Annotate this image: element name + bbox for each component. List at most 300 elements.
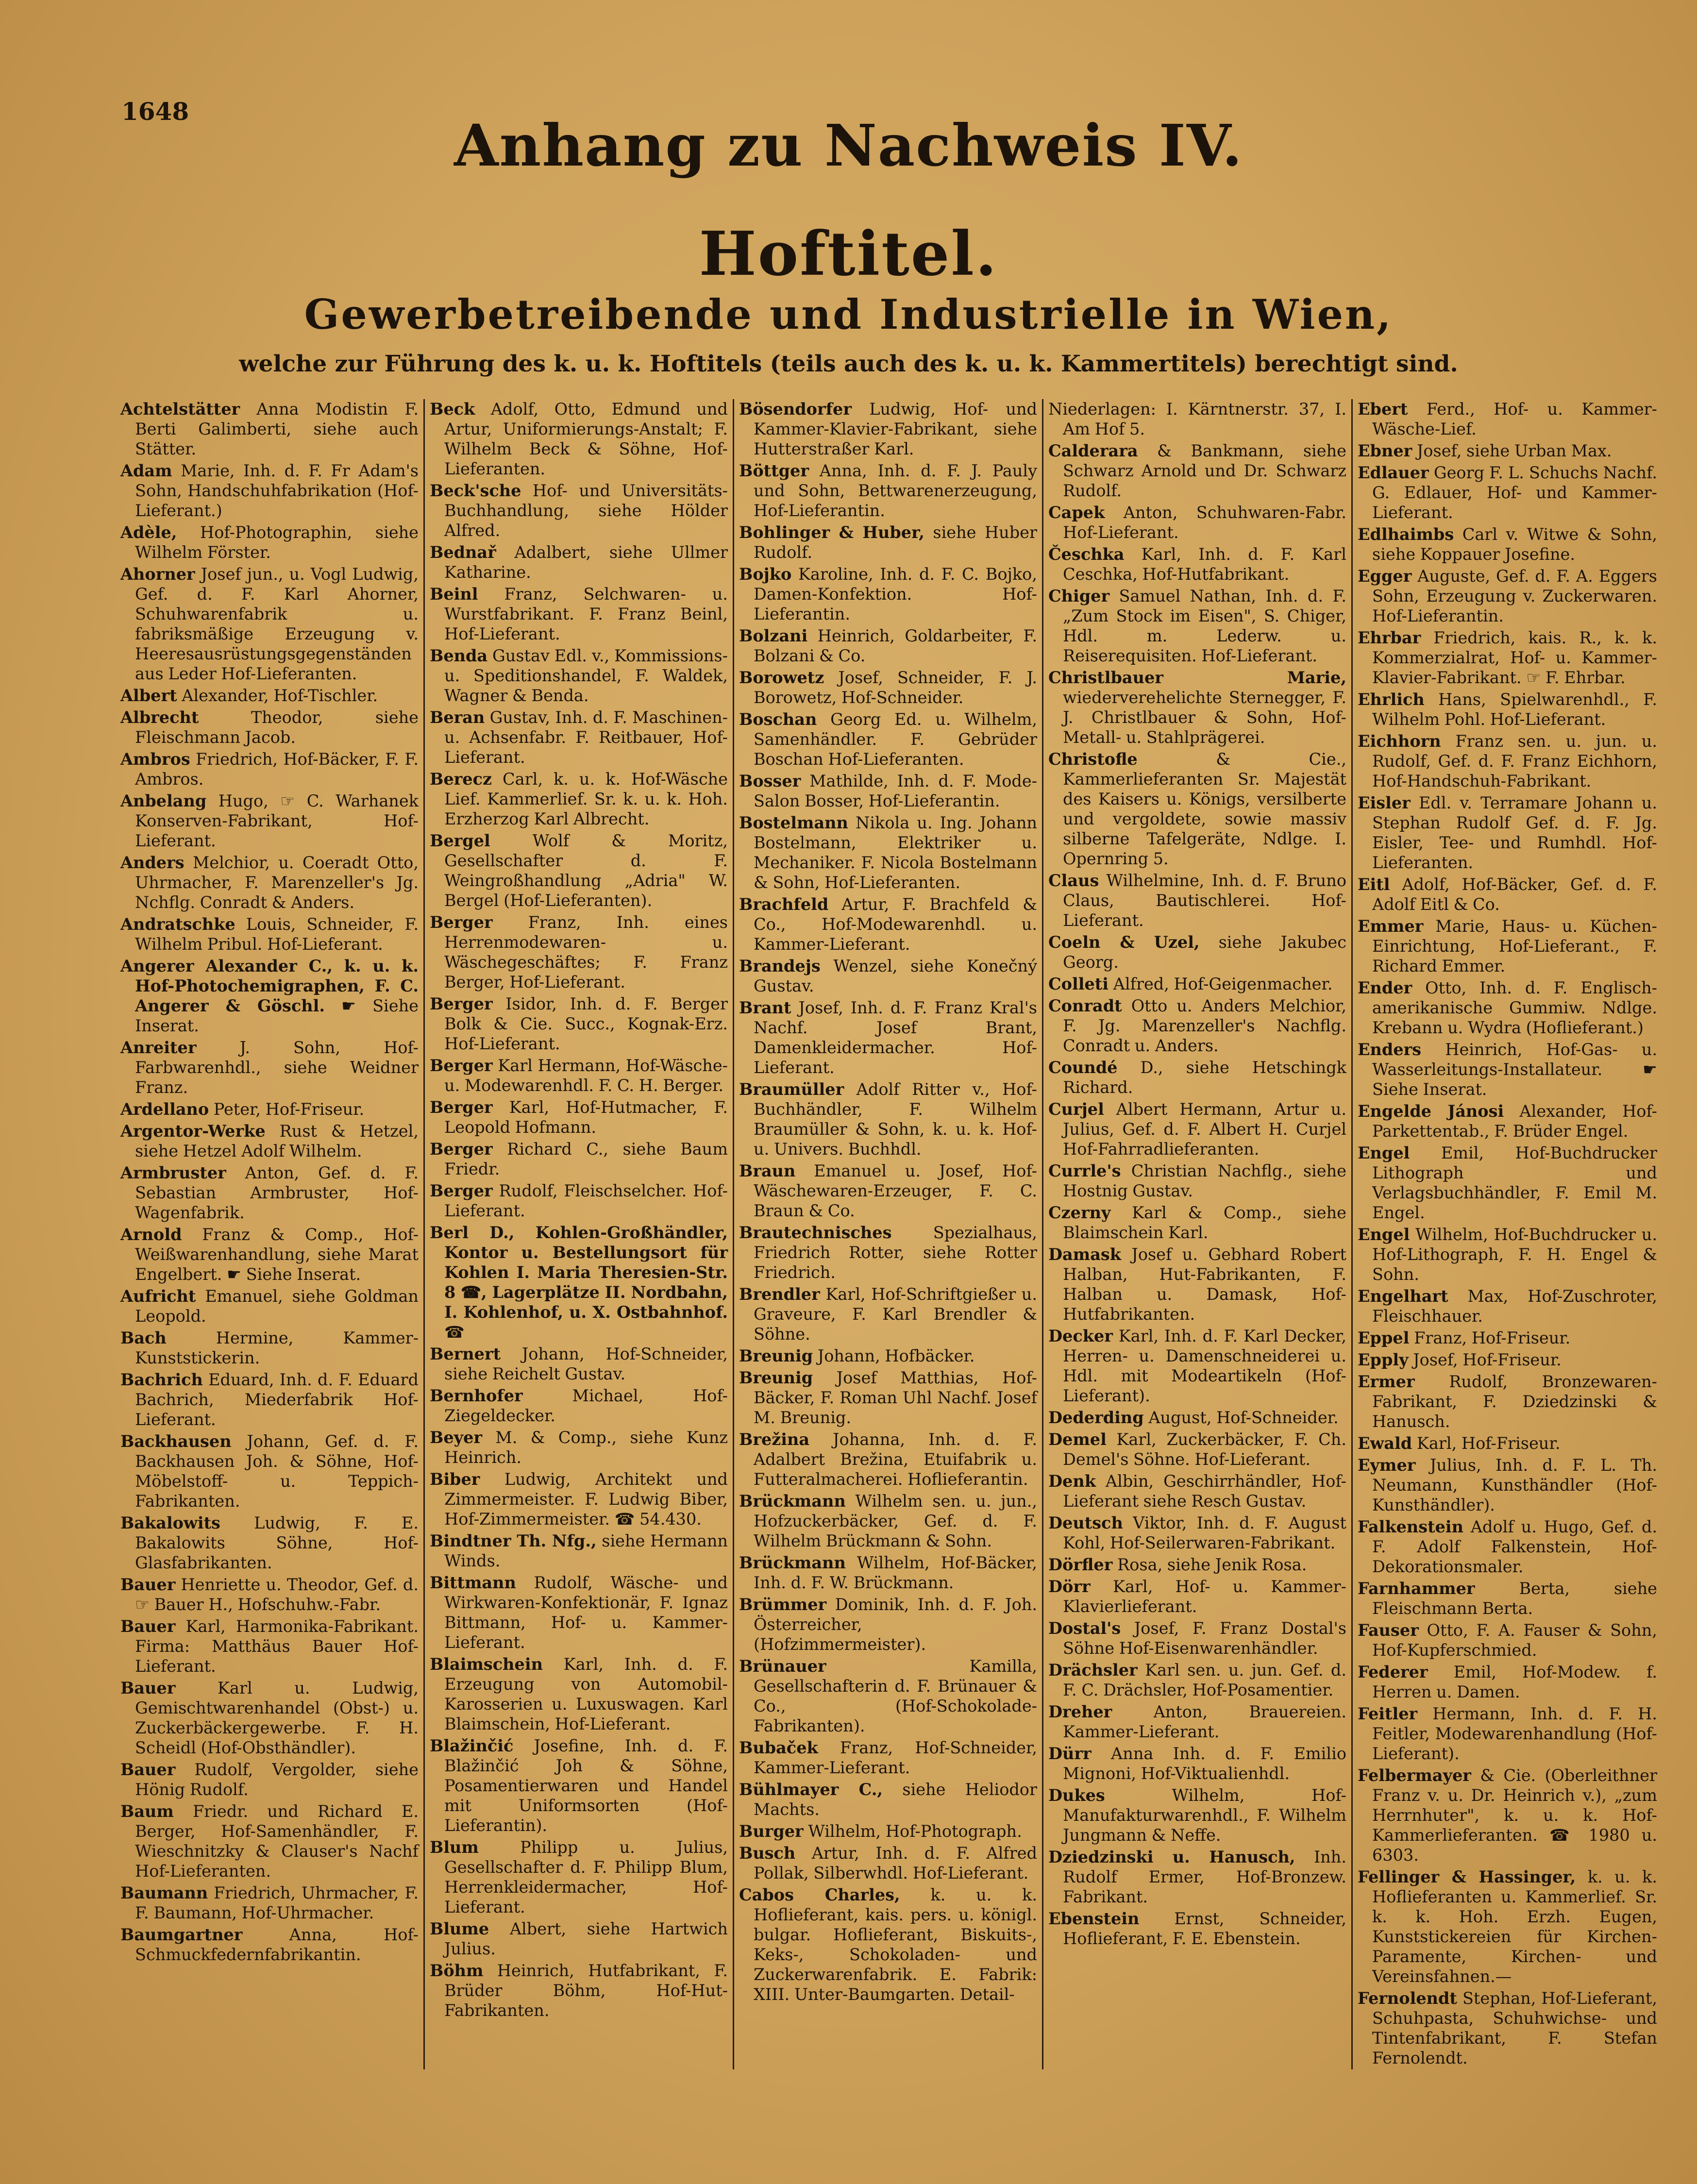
column-2	[425, 399, 734, 2069]
entry-text: Anton, Schuhwaren-Fabr. Hof-Lieferant.	[1063, 503, 1346, 542]
directory-entry	[1048, 974, 1346, 994]
directory-entry	[1048, 749, 1346, 869]
column-4	[1043, 399, 1353, 2069]
entry-name: Bakalowits	[120, 1513, 220, 1532]
entry-text: M. & Comp., siehe Kunz Heinrich.	[444, 1428, 728, 1467]
entry-name: Berger	[430, 913, 493, 932]
directory-entry	[1048, 1513, 1346, 1553]
directory-entry	[1358, 916, 1657, 976]
entry-text: Franz, Hof-Schneider, Kammer-Lieferant.	[754, 1738, 1037, 1777]
directory-entry	[1358, 1040, 1657, 1099]
entry-text: Wilhelm, Hof-Buchdrucker u. Hof-Lithograph, F. H. Engel & Sohn.	[1372, 1225, 1657, 1284]
entry-text: Rudolf, Vergolder, siehe Hönig Rudolf.	[135, 1760, 419, 1799]
entry-text: Ludwig, F. E. Bakalowits Söhne, Hof-Glasfabrikanten.	[135, 1513, 419, 1572]
entry-text: Josef jun., u. Vogl Ludwig, Gef. d. F. Karl Ahorner, Schuhwarenfabrik u. fabriksmäßige Erzeugung v. Heeresausrüstungsgegenständen aus Leder Hof-Lieferanten.	[135, 565, 419, 683]
entry-text: Karl, Hof- u. Kammer-Klavierlieferant.	[1063, 1577, 1346, 1616]
directory-entry	[1358, 874, 1657, 914]
entry-text: Viktor, Inh. d. F. August Kohl, Hof-Seilerwaren-Fabrikant.	[1063, 1513, 1346, 1552]
directory-entry	[120, 1883, 419, 1923]
entry-text: Rust & Hetzel, siehe Hetzel Adolf Wilhelm.	[135, 1122, 419, 1160]
entry-name: Dörr	[1048, 1577, 1091, 1596]
entry-name: Blum	[430, 1838, 479, 1857]
entry-name: Dukes	[1048, 1786, 1105, 1805]
directory-entry	[1048, 1618, 1346, 1658]
entry-name: Epply	[1358, 1350, 1409, 1369]
directory-entry	[1358, 566, 1657, 626]
entry-name: Claus	[1048, 871, 1099, 890]
entry-text: Wilhelmine, Inh. d. F. Bruno Claus, Bautischlerei. Hof-Lieferant.	[1063, 871, 1346, 930]
directory-entry	[430, 1056, 728, 1095]
entry-text: Josef Matthias, Hof-Bäcker, F. Roman Uhl Nachf. Josef M. Breunig.	[754, 1368, 1037, 1427]
entry-name: Federer	[1358, 1663, 1428, 1681]
directory-entry	[1358, 731, 1657, 791]
directory-entry	[1048, 1555, 1346, 1575]
entry-text: Adolf, Otto, Edmund und Artur, Uniformierungs-Anstalt; F. Wilhelm Beck & Söhne, Hof-Lieferanten.	[444, 400, 728, 478]
directory-entry	[120, 1513, 419, 1573]
directory-entry	[739, 1079, 1037, 1159]
entry-text: Rudolf, Bronzewaren-Fabrikant, F. Dziedzinski & Hanusch.	[1372, 1372, 1657, 1431]
directory-entry	[430, 399, 728, 479]
entry-name: Andratschke	[120, 915, 235, 934]
entry-name: Biber	[430, 1470, 480, 1489]
entry-text: Emil, Hof-Modew. f. Herren u. Damen.	[1372, 1663, 1657, 1701]
entry-name: Blume	[430, 1919, 489, 1938]
directory-entry	[430, 1654, 728, 1734]
directory-entry	[430, 481, 728, 540]
entry-text: Henriette u. Theodor, Gef. d. ☞ Bauer H., Hofschuhw.-Fabr.	[135, 1575, 419, 1614]
entry-text: Karl sen. u. jun. Gef. d. F. C. Drächsler, Hof-Posamentier.	[1063, 1661, 1347, 1699]
entry-text: Ludwig, Hof- und Kammer-Klavier-Fabrikant, siehe Hutterstraßer Karl.	[754, 400, 1037, 458]
directory-entry	[1358, 1433, 1657, 1453]
entry-name: Benda	[430, 646, 488, 665]
directory-entry	[739, 1368, 1037, 1428]
entry-name: Ambros	[120, 750, 190, 769]
entry-text: Hans, Spielwarenhdl., F. Wilhelm Pohl. Hof-Lieferant.	[1372, 690, 1657, 729]
directory-entry	[739, 1885, 1037, 2004]
directory-entry	[739, 1821, 1037, 1841]
entry-text: Karoline, Inh. d. F. C. Bojko, Damen-Konfektion. Hof-Lieferantin.	[754, 565, 1037, 623]
entry-name: Brachfeld	[739, 895, 829, 914]
directory-entry	[1048, 441, 1346, 501]
entry-text: Otto u. Anders Melchior, F. Jg. Marenzeller's Nachflg. Conradt u. Anders.	[1063, 996, 1346, 1055]
entry-name: Eisler	[1358, 793, 1411, 812]
entry-name: Bernhofer	[430, 1386, 523, 1405]
entry-text: Rosa, siehe Jenik Rosa.	[1117, 1555, 1307, 1574]
directory-entry	[1358, 1704, 1657, 1764]
entry-name: Czerny	[1048, 1203, 1111, 1222]
directory-entry	[1358, 628, 1657, 688]
entry-text: Michael, Hof-Ziegeldecker.	[444, 1386, 728, 1425]
section-title: Hoftitel.	[699, 218, 998, 289]
directory-entry	[1048, 1161, 1346, 1201]
directory-entry	[739, 998, 1037, 1077]
directory-entry	[1358, 1350, 1657, 1370]
directory-entry	[1048, 1577, 1346, 1616]
directory-entry	[1048, 1408, 1346, 1428]
entry-name: Curjel	[1048, 1100, 1104, 1119]
entry-name: Bösendorfer	[739, 400, 852, 419]
directory-entry	[430, 994, 728, 1054]
entry-name: Eppel	[1358, 1328, 1410, 1347]
entry-text: Wolf & Moritz, Gesellschafter d. F. Weingroßhandlung „Adria" W. Bergel (Hof-Lieferanten).	[444, 831, 728, 910]
entry-text: Rudolf, Wäsche- und Wirkwaren-Konfektionär, F. Ignaz Bittmann, Hof- u. Kammer-Lieferant.	[444, 1573, 728, 1652]
entry-name: Brümmer	[739, 1595, 827, 1614]
entry-name: Beran	[430, 708, 485, 727]
entry-text: Karl, Hof-Hutmacher, F. Leopold Hofmann.	[444, 1098, 728, 1137]
directory-entry	[430, 1531, 728, 1571]
directory-entry	[120, 522, 419, 562]
directory-columns	[116, 399, 1662, 2069]
directory-entry	[1048, 399, 1346, 439]
entry-text: Josef, Inh. d. F. Franz Kral's Nachf. Josef Brant, Damenkleidermacher. Hof-Lieferant.	[754, 998, 1037, 1077]
entry-name: Angerer Alexander C., k. u. k. Hof-Photochemigraphen, F. C. Angerer & Göschl.	[120, 957, 419, 1015]
entry-text: Friedrich, Hof-Bäcker, F. F. Ambros.	[135, 750, 419, 789]
directory-entry	[430, 1961, 728, 2020]
entry-name: Currle's	[1048, 1161, 1121, 1180]
directory-entry	[739, 894, 1037, 954]
subheading: welche zur Führung des k. u. k. Hoftitels (teils auch des k. u. k. Kammertitels) berechtigt sind.	[239, 351, 1458, 377]
entry-text: Georg Ed. u. Wilhelm, Samenhändler. F. Gebrüder Boschan Hof-Lieferanten.	[754, 710, 1037, 769]
entry-text: Artur, F. Brachfeld & Co., Hof-Modewarenhdl. u. Kammer-Lieferant.	[754, 895, 1037, 954]
directory-entry	[120, 1616, 419, 1676]
entry-name: Brant	[739, 998, 791, 1017]
entry-name: Coundé	[1048, 1058, 1118, 1077]
directory-entry	[1358, 793, 1657, 873]
entry-name: Capek	[1048, 503, 1105, 522]
entry-text: Niederlagen: I. Kärntnerstr. 37, I. Am Hof 5.	[1048, 400, 1346, 438]
entry-name: Decker	[1048, 1327, 1113, 1345]
entry-name: Berl D., Kohlen-Großhändler, Kontor u. Bestellungsort für Kohlen I. Maria Theresien-Str. 8 ☎, Lagerplätze II. Nordbahn, I. Kohlenhof, u. X. Ostbahnhof.	[430, 1223, 728, 1322]
directory-entry	[1048, 1744, 1346, 1783]
entry-name: Bolzani	[739, 626, 808, 645]
entry-name: Colleti	[1048, 974, 1109, 993]
entry-text: & Cie., Kammerlieferanten Sr. Majestät des Kaisers u. Königs, versilberte und vergoldete, sowie massiv silberne Tafelgeräte, Ndlge. I. Opernring 5.	[1063, 750, 1346, 868]
entry-name: Bittmann	[430, 1573, 516, 1592]
entry-text: Artur, Inh. d. F. Alfred Pollak, Silberwhdl. Hof-Lieferant.	[754, 1844, 1037, 1882]
directory-entry	[120, 1163, 419, 1223]
entry-text: Karl Hermann, Hof-Wäsche- u. Modewarenhdl. F. C. H. Berger.	[444, 1056, 728, 1095]
entry-text: Karl, Inh. d. F. Karl Decker, Herren- u. Damenschneiderei u. Hdl. mit Modeartikeln (Hof-Lieferant).	[1063, 1327, 1347, 1405]
entry-text: Gustav, Inh. d. F. Maschinen- u. Achsenfabr. F. Reitbauer, Hof-Lieferant.	[444, 708, 728, 767]
entry-name: Adam	[120, 461, 172, 480]
entry-text: k. u. k. Hoflieferant, kais. pers. u. königl. bulgar. Hoflieferant, Biskuits-, Keks-, Schokoladen- und Zuckerwarenfabrik. E. Fabrik: XIII. Unter-Baumgarten. Detail-	[754, 1885, 1037, 2004]
directory-entry	[739, 1780, 1037, 1819]
entry-text: Wilhelm, Hof-Manufakturwarenhdl., F. Wilhelm Jungmann & Neffe.	[1063, 1786, 1346, 1845]
directory-entry	[739, 813, 1037, 892]
entry-text: Marie, Haus- u. Küchen-Einrichtung, Hof-Lieferant., F. Richard Emmer.	[1372, 917, 1658, 975]
directory-entry	[1048, 996, 1346, 1056]
entry-name: Farnhammer	[1358, 1579, 1475, 1598]
directory-entry	[1048, 1203, 1346, 1243]
directory-entry	[120, 1121, 419, 1161]
entry-text: Josef, Schneider, F. J. Borowetz, Hof-Schneider.	[754, 668, 1037, 707]
entry-name: Engel	[1358, 1225, 1410, 1244]
entry-text: Karl u. Ludwig, Gemischtwarenhandel (Obst-) u. Zuckerbäckergewerbe. F. H. Scheidl (Hof-Obsthändler).	[135, 1679, 419, 1757]
entry-name: Berger	[430, 1056, 493, 1075]
directory-entry	[739, 1161, 1037, 1221]
entry-text: Spezialhaus, Friedrich Rotter, siehe Rotter Friedrich.	[754, 1223, 1037, 1282]
directory-entry	[739, 522, 1037, 562]
entry-text: Anna Modistin F. Berti Galimberti, siehe auch Stätter.	[135, 400, 419, 458]
entry-name: Bauer	[120, 1760, 176, 1779]
entry-text: Eduard, Inh. d. F. Eduard Bachrich, Miederfabrik Hof-Lieferant.	[135, 1370, 419, 1429]
entry-text: siehe Huber Rudolf.	[754, 523, 1037, 562]
entry-name: Backhausen	[120, 1432, 232, 1451]
directory-entry	[430, 1223, 728, 1342]
entry-text: Auguste, Gef. d. F. A. Eggers Sohn, Erzeugung v. Zuckerwaren. Hof-Lieferantin.	[1372, 567, 1657, 625]
entry-text: Isidor, Inh. d. F. Berger Bolk & Cie. Succ., Kognak-Erz. Hof-Lieferant.	[444, 994, 728, 1053]
directory-entry	[1048, 1702, 1346, 1742]
entry-name: Eitl	[1358, 875, 1390, 894]
entry-text: Alfred, Hof-Geigenmacher.	[1113, 974, 1333, 993]
directory-entry	[430, 1344, 728, 1384]
entry-name: Chiger	[1048, 587, 1110, 605]
directory-entry	[1358, 1101, 1657, 1141]
entry-text: Karl, Inh. d. F. Karl Ceschka, Hof-Hutfabrikant.	[1063, 545, 1347, 584]
entry-name: Borowetz	[739, 668, 824, 687]
entry-name: Edlauer	[1358, 463, 1429, 482]
entry-text: Theodor, siehe Fleischmann Jacob.	[135, 708, 419, 747]
entry-name: Felbermayer	[1358, 1766, 1471, 1785]
entry-name: Brückmann	[739, 1553, 846, 1572]
entry-text: Wilhelm, Hof-Bäcker, Inh. d. F. W. Brückmann.	[754, 1553, 1037, 1592]
entry-name: Bauer	[120, 1575, 176, 1594]
directory-entry	[739, 668, 1037, 707]
column-5	[1353, 399, 1662, 2069]
entry-text: Samuel Nathan, Inh. d. F. „Zum Stock im Eisen", S. Chiger, Hdl. m. Lederw. u. Reiserequisiten. Hof-Lieferant.	[1063, 587, 1347, 665]
directory-entry	[430, 646, 728, 706]
entry-name: Engel	[1358, 1143, 1410, 1162]
entry-text: Carl, k. u. k. Hof-Wäsche Lief. Kammerlief. Sr. k. u. k. Hoh. Erzherzog Karl Albrecht.	[444, 770, 728, 828]
entry-name: Brendler	[739, 1285, 820, 1304]
directory-entry	[120, 1925, 419, 1965]
directory-entry	[120, 1678, 419, 1758]
entry-name: Ebert	[1358, 400, 1408, 419]
entry-text: Melchior, u. Coeradt Otto, Uhrmacher, F. Marenzeller's Jg. Nchflg. Conradt & Anders.	[135, 853, 419, 912]
entry-name: Beck'sche	[430, 481, 521, 500]
entry-text: Max, Hof-Zuschroter, Fleischhauer.	[1372, 1287, 1657, 1326]
entry-name: Coeln & Uzel,	[1048, 933, 1200, 952]
entry-text: siehe Hermann Winds.	[444, 1531, 728, 1570]
entry-text: Friedr. und Richard E. Berger, Hof-Samenhändler, F. Wieschnitzky & Clauser's Nachf Hof-Lieferanten.	[135, 1802, 419, 1881]
entry-name: Baumgartner	[120, 1925, 243, 1944]
headline: Gewerbetreibende und Industrielle in Wien,	[304, 290, 1393, 338]
directory-entry	[739, 626, 1037, 666]
directory-entry	[739, 1553, 1037, 1593]
entry-name: Blažinčić	[430, 1736, 514, 1755]
column-3	[734, 399, 1043, 2069]
directory-entry	[430, 769, 728, 829]
directory-entry	[1048, 1909, 1346, 1949]
entry-text: & Bankmann, siehe Schwarz Arnold und Dr. Schwarz Rudolf.	[1063, 441, 1346, 500]
directory-entry	[1358, 1620, 1657, 1660]
entry-name: Busch	[739, 1844, 796, 1863]
directory-entry	[1358, 1765, 1657, 1865]
directory-entry	[739, 1346, 1037, 1366]
entry-name: Armbruster	[120, 1163, 226, 1182]
entry-name: Brautechnisches	[739, 1223, 892, 1242]
directory-entry	[120, 1370, 419, 1429]
entry-text: Albin, Geschirrhändler, Hof-Lieferant siehe Resch Gustav.	[1063, 1472, 1346, 1511]
entry-name: Dörfler	[1048, 1555, 1113, 1574]
entry-text: Carl v. Witwe & Sohn, siehe Koppauer Josefine.	[1372, 525, 1657, 564]
entry-text: Heinrich, Goldarbeiter, F. Bolzani & Co.	[754, 626, 1038, 665]
directory-entry	[120, 1575, 419, 1614]
entry-text: Edl. v. Terramare Johann u. Stephan Rudolf Gef. d. F. Jg. Eisler, Tee- und Rumhdl. Hof-Lieferanten.	[1372, 793, 1658, 872]
entry-name: Christofle	[1048, 750, 1138, 769]
entry-name: Bach	[120, 1328, 167, 1347]
entry-name: Braun	[739, 1161, 796, 1180]
entry-text: k. u. k. Hoflieferanten u. Kammerlief. Sr. k. k. Hoh. Erzh. Eugen, Kunststickereien für Kirchen-Paramente, Kirchen- und Vereinsfahnen.—	[1372, 1867, 1658, 1986]
entry-name: Ender	[1358, 978, 1412, 997]
directory-entry	[430, 542, 728, 582]
entry-text: Anna Inh. d. F. Emilio Mignoni, Hof-Viktualienhdl.	[1063, 1744, 1346, 1783]
entry-text: Albert Hermann, Artur u. Julius, Gef. d. F. Albert H. Curjel Hof-Fahrradlieferanten.	[1063, 1100, 1346, 1159]
entry-text: Josef u. Gebhard Robert Halban, Hut-Fabrikanten, F. Halban u. Damask, Hof-Hutfabrikanten.	[1063, 1245, 1346, 1324]
directory-entry	[1048, 1471, 1346, 1511]
directory-entry	[1358, 1579, 1657, 1618]
entry-name: Achtelstätter	[120, 400, 240, 419]
entry-name: Dürr	[1048, 1744, 1092, 1763]
entry-name: Berger	[430, 1140, 493, 1159]
entry-name: Brežina	[739, 1430, 810, 1449]
directory-entry	[1048, 871, 1346, 930]
entry-name: Brünauer	[739, 1657, 826, 1676]
entry-text: Wenzel, siehe Konečný Gustav.	[754, 957, 1038, 995]
entry-text: Hermine, Kammer-Kunststickerin.	[135, 1328, 419, 1367]
directory-entry	[120, 791, 419, 851]
entry-name: Berger	[430, 1098, 493, 1117]
entry-text: Emanuel, siehe Goldman Leopold.	[135, 1287, 419, 1326]
entry-text: Hermann, Inh. d. F. H. Feitler, Modewarenhandlung (Hof-Lieferant).	[1372, 1704, 1657, 1763]
entry-name: Fellinger & Hassinger,	[1358, 1867, 1576, 1886]
entry-text: wiederverehelichte Sternegger, F. J. Christlbauer & Sohn, Hof-Metall- u. Stahlprägerei.	[1063, 688, 1346, 747]
entry-name: Bohlinger & Huber,	[739, 523, 924, 542]
directory-entry	[1358, 978, 1657, 1038]
entry-name: Damask	[1048, 1245, 1121, 1264]
directory-entry	[430, 1573, 728, 1652]
entry-text: ☛ Siehe Inserat.	[135, 996, 419, 1035]
entry-name: Demel	[1048, 1430, 1107, 1449]
entry-text: Karl, Inh. d. F. Erzeugung von Automobil-Karosserien u. Luxuswagen. Karl Blaimschein, Hof-Lieferant.	[444, 1655, 728, 1733]
entry-text: Heinrich, Hutfabrikant, F. Brüder Böhm, Hof-Hut-Fabrikanten.	[444, 1961, 728, 2020]
entry-text: Josef, F. Franz Dostal's Söhne Hof-Eisenwarenhändler.	[1063, 1619, 1346, 1658]
entry-name: Drächsler	[1048, 1661, 1138, 1680]
directory-entry	[120, 1225, 419, 1284]
directory-entry	[1358, 463, 1657, 522]
entry-name: Beyer	[430, 1428, 483, 1447]
entry-name: Anbelang	[120, 791, 207, 810]
directory-entry	[120, 1328, 419, 1368]
entry-name: Argentor-Werke	[120, 1122, 266, 1141]
directory-entry	[1358, 1143, 1657, 1223]
entry-text: Johann, Hof-Schneider, siehe Reichelt Gustav.	[444, 1344, 728, 1383]
directory-entry	[120, 1099, 419, 1119]
directory-entry	[430, 1139, 728, 1179]
entry-name: Feitler	[1358, 1704, 1418, 1723]
directory-entry	[739, 771, 1037, 811]
entry-name: Anreiter	[120, 1038, 197, 1057]
entry-text: Karl, Zuckerbäcker, F. Ch. Demel's Söhne. Hof-Lieferant.	[1063, 1430, 1346, 1469]
entry-text: Heinrich, Hof-Gas- u. Wasserleitungs-Installateur. ☛ Siehe Inserat.	[1372, 1040, 1658, 1099]
directory-entry	[120, 399, 419, 459]
entry-text: Anna, Inh. d. F. J. Pauly und Sohn, Bettwarenerzeugung, Hof-Lieferantin.	[754, 461, 1037, 520]
directory-entry	[1358, 1328, 1657, 1348]
entry-name: Engelhart	[1358, 1287, 1448, 1306]
directory-entry	[430, 1919, 728, 1959]
directory-entry	[120, 914, 419, 954]
entry-name: Ehrlich	[1358, 690, 1425, 709]
directory-entry	[1048, 1660, 1346, 1700]
entry-name: Breunig	[739, 1346, 813, 1365]
entry-name: Beck	[430, 400, 475, 419]
directory-entry	[120, 1286, 419, 1326]
directory-entry	[1048, 1326, 1346, 1406]
entry-name: Bühlmayer C.,	[739, 1780, 883, 1799]
entry-name: Eymer	[1358, 1456, 1416, 1475]
directory-entry	[430, 707, 728, 767]
directory-entry	[1048, 1244, 1346, 1324]
entry-text: Dominik, Inh. d. F. Joh. Österreicher, (Hofzimmermeister).	[754, 1595, 1038, 1654]
entry-name: Brückmann	[739, 1492, 846, 1511]
entry-name: Bergel	[430, 831, 490, 850]
entry-name: Boschan	[739, 710, 817, 729]
entry-text: Anna, Hof-Schmuckfedernfabrikantin.	[135, 1925, 419, 1964]
entry-text: Peter, Hof-Friseur.	[213, 1100, 365, 1119]
entry-name: Egger	[1358, 567, 1412, 586]
entry-text: D., siehe Hetschingk Richard.	[1063, 1058, 1346, 1097]
entry-text: Kamilla, Gesellschafterin d. F. Brünauer & Co., (Hof-Schokolade-Fabrikanten).	[754, 1657, 1037, 1735]
directory-entry	[1048, 932, 1346, 972]
entry-text: Adolf u. Hugo, Gef. d. F. Adolf Falkenstein, Hof-Dekorationsmaler.	[1372, 1517, 1657, 1576]
entry-name: Adèle,	[120, 523, 177, 542]
entry-text: Christian Nachflg., siehe Hostnig Gustav.	[1063, 1161, 1346, 1200]
entry-name: Bojko	[739, 565, 792, 584]
entry-text: Franz, Selchwaren- u. Wurstfabrikant. F. Franz Beinl, Hof-Lieferant.	[444, 585, 728, 643]
entry-text: Adolf Ritter v., Hof-Buchhändler, F. Wilhelm Braumüller & Sohn, k. u. k. Hof- u. Univers. Buchhdl.	[754, 1080, 1037, 1159]
entry-name: Ewald	[1358, 1434, 1412, 1453]
entry-name: Denk	[1048, 1472, 1096, 1491]
directory-entry	[120, 853, 419, 912]
entry-text: Karl & Comp., siehe Blaimschein Karl.	[1063, 1203, 1346, 1242]
entry-name: Breunig	[739, 1368, 813, 1387]
entry-text: Josef, Hof-Friseur.	[1413, 1350, 1562, 1369]
entry-text: Richard C., siehe Baum Friedr.	[444, 1140, 728, 1178]
entry-text: Berta, siehe Fleischmann Berta.	[1372, 1579, 1658, 1618]
entry-name: Braumüller	[739, 1080, 844, 1099]
main-title: Anhang zu Nachweis IV.	[454, 112, 1243, 179]
entry-name: Albrecht	[120, 708, 199, 727]
entry-text: Rudolf, Fleischselcher. Hof-Lieferant.	[444, 1181, 728, 1220]
entry-name: Bauer	[120, 1679, 176, 1697]
page-number: 1648	[121, 97, 189, 126]
entry-name: Anders	[120, 853, 185, 872]
entry-text: Hof-Photographin, siehe Wilhelm Förster.	[135, 523, 419, 562]
directory-entry	[1358, 1662, 1657, 1702]
column-1	[116, 399, 425, 2069]
entry-name: Emmer	[1358, 917, 1424, 936]
entry-text: Emanuel u. Josef, Hof-Wäschewaren-Erzeuger, F. C. Braun & Co.	[754, 1161, 1037, 1220]
directory-entry	[120, 956, 419, 1036]
entry-text: Ernst, Schneider, Hoflieferant, F. E. Ebenstein.	[1063, 1909, 1346, 1948]
entry-name: Albert	[120, 686, 177, 705]
directory-entry	[739, 1491, 1037, 1551]
directory-entry	[739, 1843, 1037, 1883]
entry-name: Böhm	[430, 1961, 484, 1980]
entry-text: Gustav Edl. v., Kommissions- u. Speditionshandel, F. Waldek, Wagner & Benda.	[444, 646, 728, 705]
directory-entry	[1048, 1785, 1346, 1845]
entry-name: Falkenstein	[1358, 1517, 1463, 1536]
